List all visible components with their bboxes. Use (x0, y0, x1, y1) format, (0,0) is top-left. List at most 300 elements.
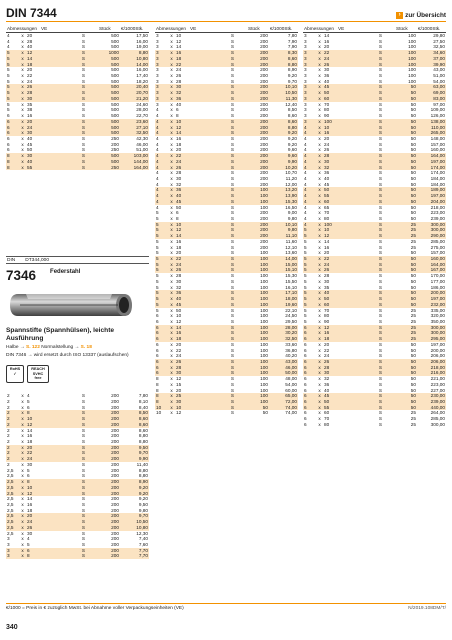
pack-qty: 50 (395, 84, 417, 90)
dim-diameter: 6 (155, 336, 168, 342)
ve-code: S (378, 376, 382, 382)
price: 8,10 (138, 399, 148, 404)
price: 65,00 (269, 393, 298, 399)
dim-diameter: 5 (7, 107, 10, 113)
dim-diameter: 4 (156, 141, 159, 147)
overview-link[interactable] (396, 12, 446, 21)
price: 218,00 (417, 365, 446, 371)
pack-qty: 200 (111, 433, 119, 439)
dim-times: x (19, 519, 26, 525)
price: 10,20 (269, 165, 298, 171)
price: 28,00 (269, 325, 298, 331)
price: 285,00 (430, 238, 445, 244)
ve-code: S (81, 38, 85, 44)
pack-qty: 100 (260, 318, 268, 324)
dim-length: 12 (176, 376, 182, 382)
dim-times: x (168, 227, 175, 233)
price: 9,50 (138, 501, 148, 507)
pack-qty: 200 (260, 244, 268, 250)
ve-code: S (337, 370, 383, 376)
price: 10,10 (269, 84, 298, 90)
price: 350,00 (430, 318, 445, 324)
price: 10,10 (269, 222, 298, 228)
page-number: 340 (6, 624, 18, 631)
pack-qty: 50 (395, 130, 417, 136)
dim-length: 50 (323, 90, 337, 96)
pack-qty: 100 (395, 56, 417, 62)
dim-diameter: 6 (156, 318, 159, 324)
dim-diameter: 3 (6, 548, 19, 554)
dim-length: 55 (26, 165, 40, 171)
dim-length: 8 (176, 216, 179, 221)
price: 9,70 (120, 450, 149, 456)
pack-qty: 200 (247, 130, 269, 136)
price: 9,50 (120, 445, 149, 451)
ve-code: S (337, 302, 383, 308)
ve-code: S (378, 101, 382, 107)
dim-times: x (21, 461, 24, 467)
compliance-badges (6, 365, 149, 383)
price: 21,20 (120, 96, 149, 102)
pack-qty: 100 (247, 325, 269, 331)
price: 295,00 (417, 336, 446, 342)
price: 51,00 (433, 73, 445, 79)
dim-length: 24 (175, 262, 189, 268)
dim-length: 60 (323, 96, 337, 102)
ve-code: S (81, 44, 85, 50)
price: 19,00 (136, 44, 148, 50)
price: 230,00 (417, 393, 446, 399)
ve-code: S (230, 107, 234, 113)
pack-qty: 200 (260, 44, 268, 50)
dim-length: 4 (27, 393, 30, 399)
dim-diameter: 3 (156, 44, 159, 50)
dim-length: 24 (175, 159, 189, 165)
pack-qty: 25 (395, 325, 417, 331)
pack-qty: 100 (260, 376, 268, 382)
price: 300,00 (430, 421, 445, 427)
ve-code: S (40, 479, 86, 485)
price: 36,80 (285, 347, 297, 353)
dim-length: 16 (27, 501, 33, 507)
dim-times: x (316, 336, 323, 342)
rohs-badge: RoHS ✓ (6, 365, 24, 383)
dim-length: 24 (26, 519, 40, 525)
price: 29,80 (433, 33, 445, 38)
dim-times: x (168, 233, 175, 239)
dim-times: x (316, 393, 323, 399)
pack-qty: 50 (410, 141, 416, 147)
price: 11,20 (285, 175, 297, 181)
price: 7,60 (138, 541, 148, 547)
price: 51,00 (136, 147, 148, 153)
ve-code: S (81, 473, 85, 479)
ve-code: S (189, 153, 235, 159)
dim-times: x (318, 421, 321, 427)
price: 72,00 (269, 399, 298, 405)
price: 239,00 (430, 216, 445, 221)
dim-length: 50 (323, 296, 337, 302)
col-header-price: €/1000Stk. (120, 25, 149, 33)
ve-code: S (81, 147, 85, 153)
pack-qty: 50 (410, 135, 416, 141)
catalog-reference: N/2019.108DM/T/ (408, 606, 446, 611)
link-page-122[interactable]: S. 122 (26, 345, 40, 350)
ve-code: S (81, 33, 85, 38)
dim-diameter: 6 (155, 370, 168, 376)
dim-diameter: 4 (156, 147, 159, 153)
ve-code: S (189, 256, 235, 262)
col-header-dimensions: Abmessungen (155, 25, 189, 33)
dim-times: x (170, 73, 173, 79)
dim-length: 100 (323, 119, 337, 125)
dim-length: 15 (176, 381, 182, 387)
pack-qty: 100 (247, 336, 269, 342)
dim-length: 8 (26, 479, 40, 485)
dim-diameter: 4 (303, 125, 316, 131)
dim-length: 70 (324, 307, 330, 313)
dim-length: 18 (27, 507, 33, 513)
ve-code: S (337, 325, 383, 331)
pack-qty: 50 (395, 290, 417, 296)
dim-times: x (168, 393, 175, 399)
dim-diameter: 3 (304, 33, 307, 38)
dim-length: 6 (176, 210, 179, 216)
ve-code: S (378, 318, 382, 324)
dim-length: 30 (323, 159, 337, 165)
ve-code: S (40, 553, 86, 559)
ve-code: S (230, 353, 234, 359)
dim-diameter: 6 (304, 376, 307, 382)
dim-length: 28 (27, 38, 33, 44)
pack-qty: 100 (260, 273, 268, 279)
pack-qty: 200 (260, 216, 268, 221)
ve-code: S (230, 44, 234, 50)
price: 227,00 (430, 387, 445, 393)
dim-times: x (170, 347, 173, 353)
price: 8,80 (269, 125, 298, 131)
ve-code: S (189, 50, 235, 56)
dim-diameter: 5 (303, 296, 316, 302)
pack-qty: 200 (247, 50, 269, 56)
dim-times: x (316, 227, 323, 233)
ve-code: S (378, 307, 382, 313)
dim-times: x (21, 141, 24, 147)
ve-code: S (337, 199, 383, 205)
price: 170,00 (430, 273, 445, 279)
dim-times: x (21, 467, 24, 473)
dim-length: 16 (324, 244, 330, 250)
price: 216,00 (417, 370, 446, 376)
dim-length: 16 (176, 135, 182, 141)
dim-times: x (168, 199, 175, 205)
ve-code: S (189, 393, 235, 399)
ve-code: S (230, 216, 234, 221)
dim-length: 25 (175, 393, 189, 399)
ve-code: S (40, 159, 86, 165)
dim-length: 14 (27, 427, 33, 433)
dim-length: 8 (176, 113, 179, 119)
dim-length: 18 (175, 336, 189, 342)
dim-length: 24 (176, 353, 182, 359)
pack-qty: 100 (247, 290, 269, 296)
pack-qty: 500 (98, 125, 120, 131)
dim-length: 22 (175, 62, 189, 68)
dim-diameter: 2 (7, 461, 10, 467)
dim-diameter: 10 (156, 410, 162, 416)
price: 232,00 (417, 302, 446, 308)
dim-times: x (21, 73, 24, 79)
price: 197,00 (417, 296, 446, 302)
ve-code: S (189, 84, 235, 90)
dim-diameter: 2,5 (7, 530, 14, 536)
dim-diameter: 3 (155, 96, 168, 102)
dim-times: x (316, 187, 323, 193)
dim-times: x (170, 78, 173, 84)
ve-code: S (189, 130, 235, 136)
dim-length: 40 (324, 78, 330, 84)
dim-diameter: 6 (304, 410, 307, 416)
price: 184,00 (430, 181, 445, 187)
dim-diameter: 5 (6, 62, 19, 68)
dim-length: 10 (175, 222, 189, 228)
pack-qty: 200 (247, 165, 269, 171)
price: 8,60 (269, 56, 298, 62)
dim-diameter: 6 (155, 365, 168, 371)
dim-diameter: 2,5 (7, 473, 14, 479)
ve-code: S (230, 147, 234, 153)
pack-qty: 100 (408, 38, 416, 44)
dim-diameter: 5 (303, 302, 316, 308)
dim-diameter: 5 (303, 227, 316, 233)
dim-length: 30 (26, 130, 40, 136)
dim-length: 32 (176, 181, 182, 187)
dim-times: x (318, 135, 321, 141)
dim-length: 20 (26, 445, 40, 451)
dim-times: x (318, 175, 321, 181)
dim-times: x (318, 250, 321, 256)
price: 177,00 (430, 278, 445, 284)
dim-diameter: 3 (303, 56, 316, 62)
dim-times: x (316, 153, 323, 159)
dim-diameter: 5 (304, 250, 307, 256)
ve-code: S (230, 67, 234, 73)
col-header-dimensions: Abmessungen (303, 25, 337, 33)
price: 174,00 (430, 170, 445, 176)
ve-code: S (189, 267, 235, 273)
dim-length: 12 (26, 50, 40, 56)
ve-code: S (40, 513, 86, 519)
dim-diameter: 2,5 (6, 513, 19, 519)
dim-length: 80 (324, 313, 330, 319)
dim-times: x (21, 404, 24, 410)
pack-qty: 200 (98, 410, 120, 416)
pack-qty: 25 (410, 244, 416, 250)
dim-diameter: 5 (7, 73, 10, 79)
ve-code: S (337, 187, 383, 193)
ve-code: S (40, 450, 86, 456)
price: 157,00 (430, 250, 445, 256)
dim-times: x (168, 130, 175, 136)
dim-diameter: 2,5 (6, 525, 19, 531)
price: 285,00 (430, 416, 445, 422)
dim-length: 5 (27, 399, 30, 404)
dim-diameter: 6 (156, 353, 159, 359)
dim-diameter: 5 (304, 278, 307, 284)
dim-diameter: 6 (303, 359, 316, 365)
dim-diameter: 4 (303, 153, 316, 159)
dim-length: 30 (26, 153, 40, 159)
dim-times: x (168, 119, 175, 125)
ve-code: S (230, 410, 234, 416)
dim-times: x (316, 90, 323, 96)
dim-diameter: 3 (156, 73, 159, 79)
dim-times: x (21, 101, 24, 107)
dim-length: 45 (175, 302, 189, 308)
price: 19,60 (269, 302, 298, 308)
dim-length: 22 (27, 73, 33, 79)
price: 29,50 (285, 318, 297, 324)
dim-times: x (318, 170, 321, 176)
pack-qty: 200 (260, 135, 268, 141)
dim-length: 22 (26, 450, 40, 456)
dim-times: x (318, 147, 321, 153)
dim-diameter: 3 (304, 78, 307, 84)
dim-diameter: 5 (156, 284, 159, 290)
dim-times: x (318, 67, 321, 73)
col-header-stueck: Stück (395, 25, 417, 33)
ve-code: S (81, 536, 85, 542)
price: 8,80 (120, 50, 149, 56)
dim-diameter: 4 (155, 187, 168, 193)
dim-length: 60 (323, 199, 337, 205)
dim-diameter: 6 (7, 113, 10, 119)
dim-length: 24 (176, 67, 182, 73)
col-header-dimensions: Abmessungen (6, 25, 40, 33)
dim-diameter: 2 (6, 456, 19, 462)
price: 9,20 (120, 491, 149, 497)
dim-times: x (316, 193, 323, 199)
dim-times: x (19, 548, 26, 554)
dim-diameter: 2 (6, 410, 19, 416)
ve-code: S (81, 399, 85, 404)
dim-times: x (19, 130, 26, 136)
pack-qty: 500 (98, 153, 120, 159)
price: 16,00 (136, 38, 148, 44)
ve-code: S (337, 153, 383, 159)
price: 8,60 (269, 119, 298, 125)
dim-diameter: 2 (7, 439, 10, 445)
dim-diameter: 5 (156, 250, 159, 256)
dim-length: 36 (324, 170, 330, 176)
dim-diameter: 5 (155, 233, 168, 239)
ve-code: S (230, 38, 234, 44)
dim-times: x (316, 302, 323, 308)
dim-length: 10 (175, 119, 189, 125)
ve-code: S (337, 193, 383, 199)
spring-pin-image (6, 287, 149, 323)
ve-code: S (378, 381, 382, 387)
dim-length: 20 (27, 33, 33, 38)
dim-times: x (316, 359, 323, 365)
ve-code: S (189, 56, 235, 62)
dim-diameter: 3 (155, 50, 168, 56)
ve-code: S (337, 130, 383, 136)
dim-length: 12 (175, 227, 189, 233)
dim-diameter: 3 (155, 62, 168, 68)
link-page-18[interactable]: S. 18 (80, 345, 92, 350)
pack-qty: 100 (260, 250, 268, 256)
ve-code: S (378, 141, 382, 147)
price: 46,00 (136, 141, 148, 147)
overview-label: zur Übersicht (405, 12, 446, 19)
dim-length: 26 (26, 525, 40, 531)
price: 206,00 (417, 359, 446, 365)
dim-diameter: 4 (303, 193, 316, 199)
dim-diameter: 4 (303, 159, 316, 165)
ve-code: S (230, 381, 234, 387)
dim-diameter: 6 (156, 347, 159, 353)
dim-length: 20 (26, 513, 40, 519)
dim-diameter: 5 (7, 67, 10, 73)
dim-diameter: 6 (304, 341, 307, 347)
dim-diameter: 2,5 (7, 467, 14, 473)
dim-length: 20 (324, 135, 330, 141)
pack-qty: 500 (111, 73, 119, 79)
pack-qty: 500 (111, 107, 119, 113)
price: 8,30 (269, 50, 298, 56)
dim-times: x (318, 376, 321, 382)
price: 9,20 (287, 135, 297, 141)
pack-qty: 50 (262, 410, 268, 416)
dim-length: 28 (176, 170, 182, 176)
dim-length: 12 (323, 233, 337, 239)
dim-diameter: 4 (156, 135, 159, 141)
ve-code: S (337, 393, 383, 399)
pack-qty: 200 (111, 141, 119, 147)
dim-length: 12 (176, 38, 182, 44)
ve-code: S (40, 456, 86, 462)
price-footnote: €/1000 = Preis in € zuzüglich MwSt. bei Abnahme voller Verpackungseinheiten (VE) (6, 606, 184, 611)
dim-length: 16 (175, 50, 189, 56)
ve-code: S (230, 101, 234, 107)
dim-diameter: 4 (303, 222, 316, 228)
pack-qty: 250 (111, 147, 119, 153)
dim-times: x (170, 284, 173, 290)
price: 9,00 (287, 210, 297, 216)
dim-times: x (316, 125, 323, 131)
price: 148,00 (430, 135, 445, 141)
dim-length: 100 (323, 222, 337, 228)
dim-length: 20 (176, 250, 182, 256)
price: 8,80 (138, 473, 148, 479)
pack-qty: 200 (260, 73, 268, 79)
pack-qty: 25 (410, 238, 416, 244)
dim-times: x (21, 530, 24, 536)
dim-length: 26 (175, 359, 189, 365)
dim-times: x (316, 325, 323, 331)
dim-diameter: 2,5 (6, 491, 19, 497)
ve-code: S (81, 141, 85, 147)
dim-length: 50 (176, 307, 182, 313)
dim-diameter: 6 (303, 393, 316, 399)
dim-diameter: 5 (156, 238, 159, 244)
pack-qty: 200 (260, 101, 268, 107)
dim-times: x (168, 399, 175, 405)
pack-qty: 200 (260, 33, 268, 38)
price: 24,50 (285, 313, 297, 319)
ve-code: S (378, 421, 382, 427)
